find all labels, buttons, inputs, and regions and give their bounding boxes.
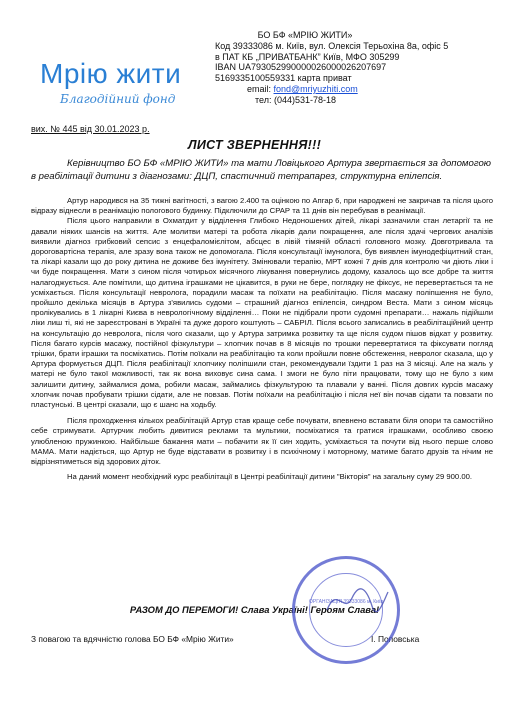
fund-logo bbox=[28, 38, 186, 118]
signatory-name: І. Поповська bbox=[371, 634, 420, 644]
handwritten-signature bbox=[322, 580, 392, 620]
paragraph: Після проходження кількох реабілітацій Артур став краще себе почувати, впевнено вставати біля опори та самостійно себе стримувати. Артурчик любить дивитися реклами та мультики, посміхатися та гратися іграшками, особливо своєю улюбленою пружинкою. Найбільше бажання мати – побачити як її син ходить, усміхається та почути від нього перше слово МАМА. Мати надіється, що Артур не буде відставати в розвитку і в психічному і моторному, матиме багато друзів та нічим не відрізнятиметься від здорових діток. bbox=[31, 416, 493, 467]
paragraph: Артур народився на 35 тижні вагітності, з вагою 2.400 та оцінкою по Апгар 6, при народжені не закричав та після цього відразу віднесли в реанімацію пологового будинку. Підключили до СРАР та 11 днів він перебував в реанімації. bbox=[31, 196, 493, 216]
outgoing-reference: вих. № 445 від 30.01.2023 р. bbox=[31, 124, 150, 134]
letter-intro: Керівництво БО БФ «МРІЮ ЖИТИ» та мати Ловіцького Артура звертається за допомогою в реабілітації дитини з діагнозами: ДЦП, спастичний тетрапарез, структурна епілепсія. bbox=[31, 158, 491, 183]
closing-line: З повагою та вдячністю голова БО БФ «Мрію Жити» bbox=[31, 634, 234, 644]
org-address: Код 39333086 м. Київ, вул. Олексія Терьохіна 8а, офіс 5 bbox=[215, 40, 449, 51]
letter-body bbox=[31, 196, 493, 482]
paragraph: На даний момент необхідний курс реабілітації в Центрі реабілітації дитини "Вікторія" на загальну суму 29 900.00. bbox=[67, 472, 473, 482]
letter-title: ЛИСТ ЗВЕРНЕННЯ!!! bbox=[187, 138, 322, 152]
email-label: email: bbox=[247, 83, 272, 94]
email-link[interactable]: fond@mriyuzhiti.com bbox=[273, 83, 358, 94]
org-card: 5169335100559331 карта приват bbox=[215, 73, 352, 84]
logo-subtitle: Благодійний фонд bbox=[60, 92, 176, 106]
org-bank: в ПАТ КБ „ПРИВАТБАНК” Київ, МФО 305299 bbox=[215, 51, 400, 62]
org-name: БО БФ «МРІЮ ЖИТИ» bbox=[257, 30, 353, 40]
slogan: РАЗОМ ДО ПЕРЕМОГИ! Слава Україні! Героям Слава! bbox=[129, 604, 380, 615]
org-iban: IBAN UA793052990000026000026207697 bbox=[215, 62, 387, 73]
logo-wordmark: Мрію жити bbox=[40, 58, 182, 89]
paragraph: Після цього направили в Охматдит у відділення Глибоко Недоношених дітей, лікарі зазначили стан летаргії та не давали ніяких шансів на життя. Але молитви матері та робота лікарів дали покращення, але після здачі чергових аналізів виявили діагноз грибковий сепсис з енцефаломієлітом, абсцес в лівій тімяній області головного мозку. Довготривала та дороговартісна терапія, але зразу вона також не допомогала. Після консультації імунолога, був виявлен імунодефіцитний стан, та лікарі казали що до року дитина не доживе без імунітету. Змінювали терапію, МРТ кожні 7 днів для контролю чи діють ліки і чи буде покращення. Мати з сином після чотирьох місячного лікування повернулись додому, казалось що все добре та життя налагоджується. Але помітили, що дитина іграшками не цікавится, в руки не бере, поглядку не фіксує, не перевертається та не усміхається. Після консультації невролога, порадили масаж та поїхати на реабілітацію. Після масажу поліпшення не було, пройшло декілька місяців в Артура з'явились судоми – страшний діагноз епілепсія, синдром Веста. Мати з сином місяць пролікувались в 1 лікарні Києва в неврологічному відділенні… Поки не підібрали проти судомні препарати… нажаль підійшли ліки лиш ті, які не зареєстровані в Україні та дуже дорого коштують – САБРІЛ. Після всього записались в реабілітаційний центр на консультацію до невролога, після чого сказали, що у Артура затримка розвитку та ще після судом пішов відкат у розвитку. Після багато курсів масажу, постійної фізкультури – хлопчик почав в 8 місяців по трошки перевертатися та фіксувати погляд трішки, брати іграшки та посміхатись. Потім поїхали на реабілітацію та коли пройшли повне обстеження, невролог сказала, що у Артура формується ДЦП. Після реабілітації хлопчику поліпшили стан, рекомендували їздити 1 раз на 3 місяці. Але на жаль у матері не було такої можливості, так як вона виховує сина сама. І змоги не було піти працювати, тому що не було з ким залишити дитину, займалися дома, робили масаж, займались фізкультурою та плавали у ванні. Після довгих курсів масажу хлопчик почав пробувати трішки сідати, але не повзав. Потім поїхали на реабілітацію і після неї він почав сідати та повзати по пластунські. В центрі сказали, що є шанс на ходьбу. bbox=[31, 216, 493, 410]
org-phone: тел: (044)531-78-18 bbox=[255, 94, 337, 105]
stamp-text: ОРГАНІЗАЦІЯ 39333086 м. Київ bbox=[309, 599, 383, 605]
org-email-line bbox=[215, 84, 505, 95]
organization-details bbox=[215, 30, 505, 106]
